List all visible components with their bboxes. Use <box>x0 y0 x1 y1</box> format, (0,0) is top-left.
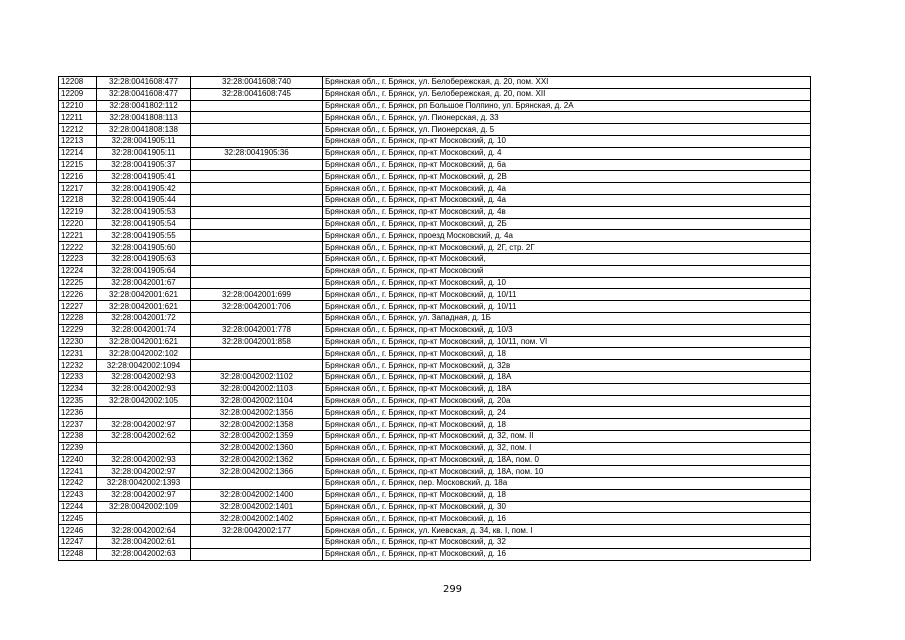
object-cadastral-number-cell: 32:28:0041905:36 <box>191 147 323 159</box>
object-cadastral-number-cell <box>191 277 323 289</box>
parcel-cadastral-number-cell <box>97 442 191 454</box>
table-row <box>59 489 811 501</box>
table-row <box>59 454 811 466</box>
record-number-cell: 12220 <box>59 218 97 230</box>
object-cadastral-number-cell <box>191 348 323 360</box>
record-number-cell: 12210 <box>59 100 97 112</box>
table-row <box>59 360 811 372</box>
table-row <box>59 253 811 265</box>
record-number-cell: 12219 <box>59 206 97 218</box>
object-cadastral-number-cell <box>191 171 323 183</box>
object-cadastral-number-cell: 32:28:0041608:740 <box>191 77 323 89</box>
record-number-cell: 12213 <box>59 135 97 147</box>
address-cell: Брянская обл., г. Брянск, пр-кт Московский, д. 18 <box>323 419 811 431</box>
address-cell: Брянская обл., г. Брянск, пр-кт Московский, д. 18А <box>323 383 811 395</box>
record-number-cell: 12218 <box>59 194 97 206</box>
object-cadastral-number-cell: 32:28:0042001:778 <box>191 324 323 336</box>
parcel-cadastral-number-cell: 32:28:0042002:1393 <box>97 478 191 490</box>
parcel-cadastral-number-cell: 32:28:0042002:61 <box>97 537 191 549</box>
parcel-cadastral-number-cell: 32:28:0041905:44 <box>97 194 191 206</box>
table-row <box>59 124 811 136</box>
address-cell: Брянская обл., г. Брянск, пр-кт Московский, д. 24 <box>323 407 811 419</box>
parcel-cadastral-number-cell: 32:28:0042002:93 <box>97 371 191 383</box>
record-number-cell: 12222 <box>59 242 97 254</box>
table-row <box>59 135 811 147</box>
address-cell: Брянская обл., г. Брянск, проезд Московский, д. 4а <box>323 230 811 242</box>
record-number-cell: 12232 <box>59 360 97 372</box>
address-cell: Брянская обл., г. Брянск, пр-кт Московский, д. 18А, пом. 0 <box>323 454 811 466</box>
table-row <box>59 348 811 360</box>
table-row <box>59 218 811 230</box>
address-cell: Брянская обл., г. Брянск, ул. Западная, д. 1Б <box>323 312 811 324</box>
table-row <box>59 277 811 289</box>
parcel-cadastral-number-cell: 32:28:0042001:621 <box>97 289 191 301</box>
address-cell: Брянская обл., г. Брянск, пр-кт Московский, д. 10/11 <box>323 289 811 301</box>
address-cell: Брянская обл., г. Брянск, пр-кт Московский, д. 10 <box>323 135 811 147</box>
parcel-cadastral-number-cell: 32:28:0041905:63 <box>97 253 191 265</box>
table-row <box>59 371 811 383</box>
object-cadastral-number-cell <box>191 218 323 230</box>
object-cadastral-number-cell: 32:28:0042002:1401 <box>191 501 323 513</box>
table-row <box>59 230 811 242</box>
record-number-cell: 12239 <box>59 442 97 454</box>
parcel-cadastral-number-cell: 32:28:0042002:109 <box>97 501 191 513</box>
address-cell: Брянская обл., г. Брянск, пр-кт Московский, д. 10/11, пом. VI <box>323 336 811 348</box>
parcel-cadastral-number-cell: 32:28:0041802:112 <box>97 100 191 112</box>
object-cadastral-number-cell <box>191 100 323 112</box>
object-cadastral-number-cell: 32:28:0042002:1359 <box>191 430 323 442</box>
address-cell: Брянская обл., г. Брянск, пр-кт Московский, д. 16 <box>323 548 811 560</box>
table-row <box>59 442 811 454</box>
object-cadastral-number-cell <box>191 548 323 560</box>
record-number-cell: 12223 <box>59 253 97 265</box>
table-row <box>59 513 811 525</box>
record-number-cell: 12228 <box>59 312 97 324</box>
address-cell: Брянская обл., г. Брянск, пер. Московский, д. 18а <box>323 478 811 490</box>
table-row <box>59 501 811 513</box>
page-number: 299 <box>442 584 463 595</box>
record-number-cell: 12247 <box>59 537 97 549</box>
object-cadastral-number-cell <box>191 242 323 254</box>
address-cell: Брянская обл., г. Брянск, пр-кт Московский, <box>323 253 811 265</box>
object-cadastral-number-cell <box>191 537 323 549</box>
table-row <box>59 430 811 442</box>
record-number-cell: 12235 <box>59 395 97 407</box>
table-row <box>59 265 811 277</box>
address-cell: Брянская обл., г. Брянск, пр-кт Московский, д. 4а <box>323 183 811 195</box>
object-cadastral-number-cell: 32:28:0042002:1360 <box>191 442 323 454</box>
table-row <box>59 242 811 254</box>
address-cell: Брянская обл., г. Брянск, пр-кт Московский, д. 6а <box>323 159 811 171</box>
parcel-cadastral-number-cell: 32:28:0041905:60 <box>97 242 191 254</box>
record-number-cell: 12227 <box>59 301 97 313</box>
table-row <box>59 478 811 490</box>
record-number-cell: 12234 <box>59 383 97 395</box>
object-cadastral-number-cell: 32:28:0042002:1400 <box>191 489 323 501</box>
parcel-cadastral-number-cell: 32:28:0042002:97 <box>97 466 191 478</box>
table-row <box>59 159 811 171</box>
parcel-cadastral-number-cell: 32:28:0041808:138 <box>97 124 191 136</box>
object-cadastral-number-cell <box>191 135 323 147</box>
address-cell: Брянская обл., г. Брянск, пр-кт Московский, д. 30 <box>323 501 811 513</box>
record-number-cell: 12208 <box>59 77 97 89</box>
record-number-cell: 12225 <box>59 277 97 289</box>
address-cell: Брянская обл., г. Брянск, ул. Киевская, д. 34, кв. I, пом. I <box>323 525 811 537</box>
record-number-cell: 12241 <box>59 466 97 478</box>
record-number-cell: 12246 <box>59 525 97 537</box>
object-cadastral-number-cell <box>191 360 323 372</box>
parcel-cadastral-number-cell: 32:28:0042001:72 <box>97 312 191 324</box>
record-number-cell: 12221 <box>59 230 97 242</box>
record-number-cell: 12248 <box>59 548 97 560</box>
parcel-cadastral-number-cell: 32:28:0041905:64 <box>97 265 191 277</box>
address-cell: Брянская обл., г. Брянск, пр-кт Московский, д. 18А <box>323 371 811 383</box>
table-row <box>59 206 811 218</box>
address-cell: Брянская обл., г. Брянск, пр-кт Московский, д. 32 <box>323 537 811 549</box>
table-row <box>59 324 811 336</box>
address-cell: Брянская обл., г. Брянск, пр-кт Московский, д. 10 <box>323 277 811 289</box>
address-cell: Брянская обл., г. Брянск, ул. Белобережская, д. 20, пом. XII <box>323 88 811 100</box>
table-row <box>59 77 811 89</box>
address-cell: Брянская обл., г. Брянск, пр-кт Московский <box>323 265 811 277</box>
record-number-cell: 12245 <box>59 513 97 525</box>
record-number-cell: 12230 <box>59 336 97 348</box>
record-number-cell: 12217 <box>59 183 97 195</box>
table-row <box>59 312 811 324</box>
object-cadastral-number-cell: 32:28:0042002:1358 <box>191 419 323 431</box>
object-cadastral-number-cell: 32:28:0042001:858 <box>191 336 323 348</box>
record-number-cell: 12229 <box>59 324 97 336</box>
table-row <box>59 112 811 124</box>
parcel-cadastral-number-cell: 32:28:0042001:74 <box>97 324 191 336</box>
object-cadastral-number-cell: 32:28:0042001:706 <box>191 301 323 313</box>
parcel-cadastral-number-cell <box>97 407 191 419</box>
object-cadastral-number-cell <box>191 183 323 195</box>
record-number-cell: 12242 <box>59 478 97 490</box>
object-cadastral-number-cell: 32:28:0042002:1362 <box>191 454 323 466</box>
parcel-cadastral-number-cell: 32:28:0042002:97 <box>97 419 191 431</box>
record-number-cell: 12215 <box>59 159 97 171</box>
table-row <box>59 383 811 395</box>
parcel-cadastral-number-cell: 32:28:0041905:53 <box>97 206 191 218</box>
table-row <box>59 466 811 478</box>
parcel-cadastral-number-cell: 32:28:0042002:1094 <box>97 360 191 372</box>
table-row <box>59 407 811 419</box>
table-row <box>59 419 811 431</box>
parcel-cadastral-number-cell: 32:28:0042002:64 <box>97 525 191 537</box>
address-cell: Брянская обл., г. Брянск, пр-кт Московский, д. 2В <box>323 171 811 183</box>
address-cell: Брянская обл., г. Брянск, рп Большое Полпино, ул. Брянская, д. 2А <box>323 100 811 112</box>
object-cadastral-number-cell <box>191 230 323 242</box>
object-cadastral-number-cell <box>191 312 323 324</box>
record-number-cell: 12226 <box>59 289 97 301</box>
object-cadastral-number-cell <box>191 478 323 490</box>
parcel-cadastral-number-cell: 32:28:0042002:63 <box>97 548 191 560</box>
record-number-cell: 12209 <box>59 88 97 100</box>
parcel-cadastral-number-cell <box>97 513 191 525</box>
table-row <box>59 147 811 159</box>
address-cell: Брянская обл., г. Брянск, пр-кт Московский, д. 4а <box>323 194 811 206</box>
parcel-cadastral-number-cell: 32:28:0041905:54 <box>97 218 191 230</box>
table-row <box>59 100 811 112</box>
object-cadastral-number-cell <box>191 112 323 124</box>
table-row <box>59 289 811 301</box>
table-row <box>59 525 811 537</box>
parcel-cadastral-number-cell: 32:28:0042002:62 <box>97 430 191 442</box>
address-cell: Брянская обл., г. Брянск, пр-кт Московский, д. 32, пом. I <box>323 442 811 454</box>
record-number-cell: 12240 <box>59 454 97 466</box>
address-cell: Брянская обл., г. Брянск, пр-кт Московский, д. 4в <box>323 206 811 218</box>
address-cell: Брянская обл., г. Брянск, пр-кт Московский, д. 18 <box>323 348 811 360</box>
parcel-cadastral-number-cell: 32:28:0042002:102 <box>97 348 191 360</box>
table-row <box>59 537 811 549</box>
table-body <box>59 77 811 561</box>
object-cadastral-number-cell: 32:28:0042002:1402 <box>191 513 323 525</box>
address-cell: Брянская обл., г. Брянск, ул. Пионерская, д. 5 <box>323 124 811 136</box>
object-cadastral-number-cell: 32:28:0041608:745 <box>191 88 323 100</box>
address-cell: Брянская обл., г. Брянск, ул. Белобережская, д. 20, пом. XXI <box>323 77 811 89</box>
record-number-cell: 12212 <box>59 124 97 136</box>
table-row <box>59 88 811 100</box>
parcel-cadastral-number-cell: 32:28:0041905:41 <box>97 171 191 183</box>
record-number-cell: 12233 <box>59 371 97 383</box>
table-row <box>59 301 811 313</box>
object-cadastral-number-cell <box>191 253 323 265</box>
object-cadastral-number-cell: 32:28:0042002:1104 <box>191 395 323 407</box>
record-number-cell: 12214 <box>59 147 97 159</box>
object-cadastral-number-cell <box>191 206 323 218</box>
object-cadastral-number-cell: 32:28:0042002:177 <box>191 525 323 537</box>
address-cell: Брянская обл., г. Брянск, пр-кт Московский, д. 4 <box>323 147 811 159</box>
address-cell: Брянская обл., г. Брянск, пр-кт Московский, д. 10/3 <box>323 324 811 336</box>
object-cadastral-number-cell: 32:28:0042002:1366 <box>191 466 323 478</box>
record-number-cell: 12216 <box>59 171 97 183</box>
table-row <box>59 336 811 348</box>
parcel-cadastral-number-cell: 32:28:0041905:55 <box>97 230 191 242</box>
table-row <box>59 183 811 195</box>
table-row <box>59 548 811 560</box>
parcel-cadastral-number-cell: 32:28:0041905:37 <box>97 159 191 171</box>
object-cadastral-number-cell: 32:28:0042002:1102 <box>191 371 323 383</box>
object-cadastral-number-cell <box>191 194 323 206</box>
address-cell: Брянская обл., г. Брянск, пр-кт Московский, д. 18 <box>323 489 811 501</box>
table-row <box>59 395 811 407</box>
address-cell: Брянская обл., г. Брянск, пр-кт Московский, д. 10/11 <box>323 301 811 313</box>
object-cadastral-number-cell <box>191 124 323 136</box>
record-number-cell: 12244 <box>59 501 97 513</box>
record-number-cell: 12231 <box>59 348 97 360</box>
parcel-cadastral-number-cell: 32:28:0042002:93 <box>97 383 191 395</box>
parcel-cadastral-number-cell: 32:28:0041905:11 <box>97 147 191 159</box>
address-cell: Брянская обл., г. Брянск, ул. Пионерская, д. 33 <box>323 112 811 124</box>
table-row <box>59 171 811 183</box>
parcel-cadastral-number-cell: 32:28:0041608:477 <box>97 77 191 89</box>
record-number-cell: 12224 <box>59 265 97 277</box>
parcel-cadastral-number-cell: 32:28:0042001:621 <box>97 336 191 348</box>
record-number-cell: 12238 <box>59 430 97 442</box>
object-cadastral-number-cell: 32:28:0042002:1356 <box>191 407 323 419</box>
parcel-cadastral-number-cell: 32:28:0042002:105 <box>97 395 191 407</box>
parcel-cadastral-number-cell: 32:28:0042001:621 <box>97 301 191 313</box>
property-register-table <box>58 76 811 561</box>
table-row <box>59 194 811 206</box>
address-cell: Брянская обл., г. Брянск, пр-кт Московский, д. 16 <box>323 513 811 525</box>
parcel-cadastral-number-cell: 32:28:0042002:97 <box>97 489 191 501</box>
address-cell: Брянская обл., г. Брянск, пр-кт Московский, д. 20а <box>323 395 811 407</box>
object-cadastral-number-cell <box>191 265 323 277</box>
address-cell: Брянская обл., г. Брянск, пр-кт Московский, д. 18А, пом. 10 <box>323 466 811 478</box>
address-cell: Брянская обл., г. Брянск, пр-кт Московский, д. 32в <box>323 360 811 372</box>
parcel-cadastral-number-cell: 32:28:0041905:42 <box>97 183 191 195</box>
address-cell: Брянская обл., г. Брянск, пр-кт Московский, д. 2Г, стр. 2Г <box>323 242 811 254</box>
parcel-cadastral-number-cell: 32:28:0041608:477 <box>97 88 191 100</box>
object-cadastral-number-cell: 32:28:0042001:699 <box>191 289 323 301</box>
parcel-cadastral-number-cell: 32:28:0042001:67 <box>97 277 191 289</box>
parcel-cadastral-number-cell: 32:28:0042002:93 <box>97 454 191 466</box>
parcel-cadastral-number-cell: 32:28:0041905:11 <box>97 135 191 147</box>
record-number-cell: 12237 <box>59 419 97 431</box>
parcel-cadastral-number-cell: 32:28:0041808:113 <box>97 112 191 124</box>
address-cell: Брянская обл., г. Брянск, пр-кт Московский, д. 32, пом. II <box>323 430 811 442</box>
record-number-cell: 12236 <box>59 407 97 419</box>
record-number-cell: 12243 <box>59 489 97 501</box>
record-number-cell: 12211 <box>59 112 97 124</box>
object-cadastral-number-cell <box>191 159 323 171</box>
object-cadastral-number-cell: 32:28:0042002:1103 <box>191 383 323 395</box>
address-cell: Брянская обл., г. Брянск, пр-кт Московский, д. 2Б <box>323 218 811 230</box>
